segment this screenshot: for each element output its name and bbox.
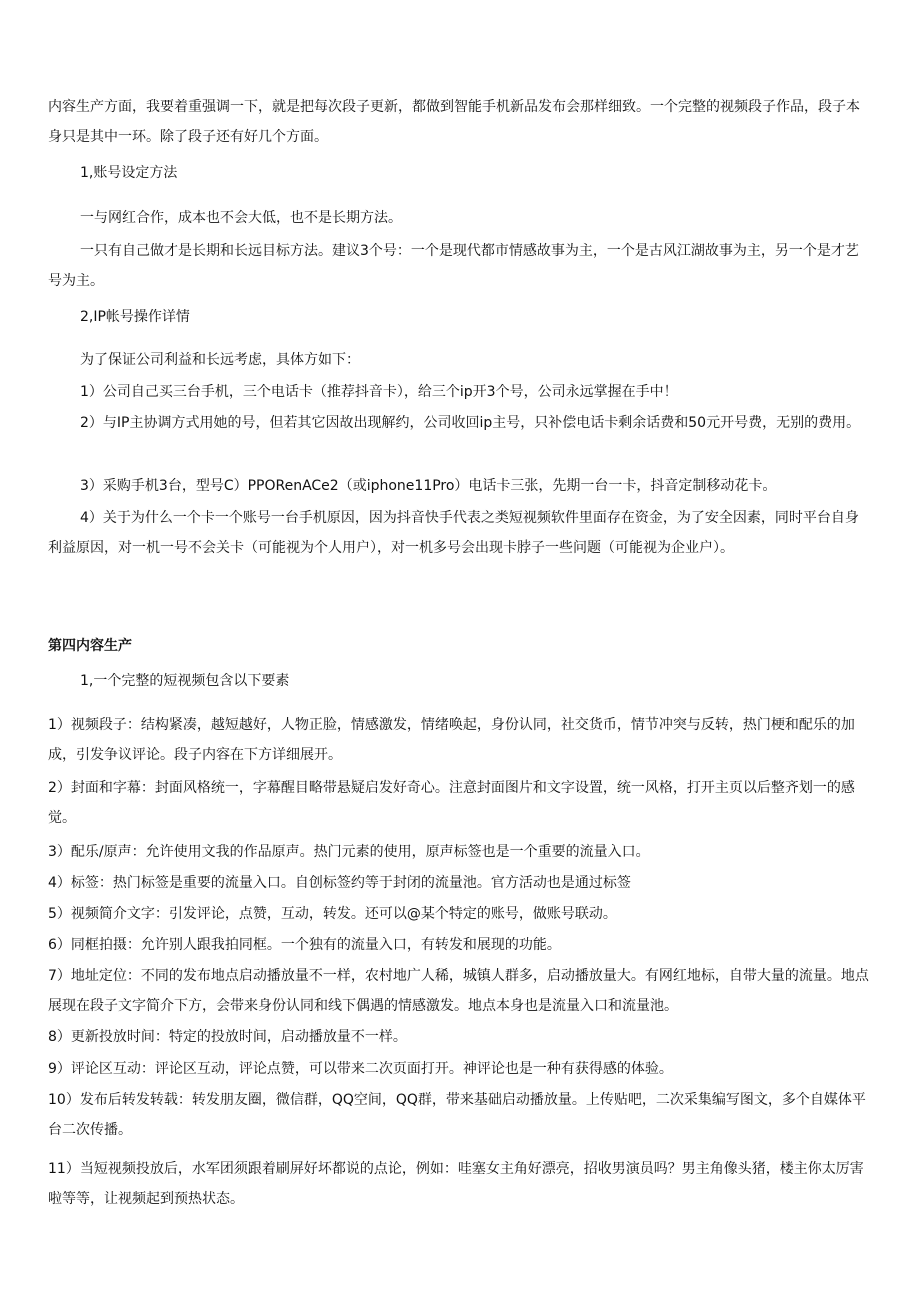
intro-paragraph: 内容生产方面，我要着重强调一下，就是把每次段子更新，都做到智能手机新品发布会那样细致。一个完整的视频段子作品，段子本身只是其中一环。除了段子还有好几个方面。 (48, 99, 860, 145)
element-item: 11）当短视频投放后，水军团须跟着刷屏好坏都说的点论，例如：哇塞女主角好漂亮，招收男演员吗？男主角像头猪，楼主你太厉害啦等等，让视频起到预热状态。 (48, 1161, 864, 1207)
ip-account-item: 4）关于为什么一个卡一个账号一台手机原因，因为抖音快手代表之类短视频软件里面存在资金，为了安全因素，同时平台自身利益原因，对一机一号不会关卡（可能视为个人用户），对一机多号会出现卡脖子一些问题（可能视为企业户）。 (48, 510, 859, 556)
element-item: 4）标签：热门标签是重要的流量入口。自创标签约等于封闭的流量池。官方活动也是通过标签 (48, 875, 631, 891)
element-item: 10）发布后转发转载：转发朋友圈，微信群，QQ空间，QQ群，带来基础启动播放量。上传贴吧，二次采集编写图文，多个自媒体平台二次传播。 (48, 1092, 866, 1138)
element-item: 3）配乐/原声：允许使用文我的作品原声。热门元素的使用，原声标签也是一个重要的流量入口。 (48, 844, 650, 860)
ip-account-item: 1）公司自己买三台手机，三个电话卡（推荐抖音卡），给三个ip开3个号，公司永远掌握在手中！ (80, 384, 678, 400)
ip-account-lead: 为了保证公司利益和长远考虑，具体方如下： (80, 352, 360, 368)
element-item: 1）视频段子：结构紧凑，越短越好，人物正脸，情感激发，情绪唤起，身份认同，社交货币，情节冲突与反转，热门梗和配乐的加成，引发争议评论。段子内容在下方详细展开。 (48, 717, 855, 763)
section-title-ip-account: 2,IP帐号操作详情 (80, 309, 190, 325)
element-item: 7）地址定位：不同的发布地点启动播放量不一样，农村地广人稀，城镇人群多，启动播放量大。有网红地标，自带大量的流量。地点展现在段子文字简介下方，会带来身份认同和线下偶遇的情感激发。地点本身也是流量入口和流量池。 (48, 968, 869, 1014)
element-item: 5）视频简介文字：引发评论，点赞，互动，转发。还可以@某个特定的账号，做账号联动。 (48, 906, 617, 922)
ip-account-item: 2）与IP主协调方式用她的号，但若其它因故出现解约，公司收回ip主号，只补偿电话卡剩余话费和50元开号费，无别的费用。 (80, 415, 861, 431)
section-title-account-setup: 1,账号设定方法 (80, 165, 178, 181)
ip-account-item: 3）采购手机3台，型号C）PPORenACe2（或iphone11Pro）电话卡三张，先期一台一卡，抖音定制移动花卡。 (80, 478, 777, 494)
chapter-heading: 第四内容生产 (48, 638, 132, 654)
element-item: 2）封面和字幕：封面风格统一，字幕醒目略带悬疑启发好奇心。注意封面图片和文字设置，统一风格，打开主页以后整齐划一的感觉。 (48, 780, 855, 826)
chapter-subtitle: 1,一个完整的短视频包含以下要素 (80, 673, 290, 689)
element-item: 9）评论区互动：评论区互动，评论点赞，可以带来二次页面打开。神评论也是一种有获得感的体验。 (48, 1061, 673, 1077)
element-item: 6）同框拍摄：允许别人跟我拍同框。一个独有的流量入口，有转发和展现的功能。 (48, 937, 561, 953)
element-item: 8）更新投放时间：特定的投放时间，启动播放量不一样。 (48, 1029, 407, 1045)
account-setup-paragraph: 一与网红合作，成本也不会大低，也不是长期方法。 (80, 210, 402, 226)
account-setup-paragraph: 一只有自己做才是长期和长远目标方法。建议3个号：一个是现代都市情感故事为主，一个是古风江湖故事为主，另一个是才艺号为主。 (48, 243, 859, 289)
